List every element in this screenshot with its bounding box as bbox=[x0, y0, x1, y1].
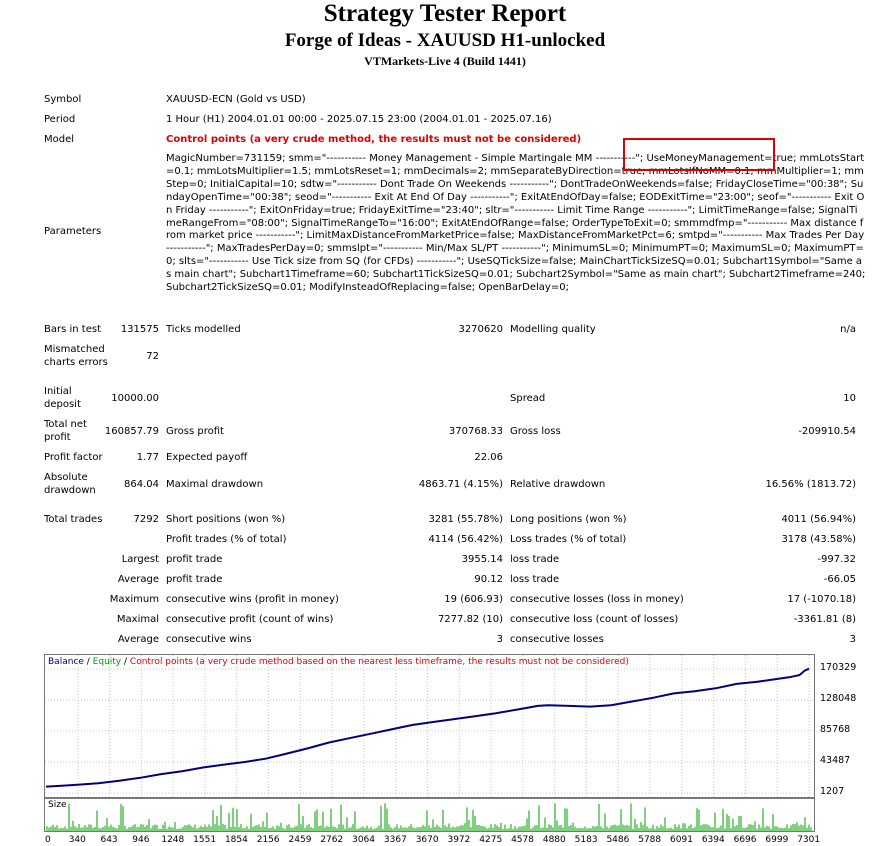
ticks-label: Ticks modelled bbox=[166, 324, 241, 335]
average-label: Average bbox=[117, 574, 159, 585]
period-value: 1 Hour (H1) 2004.01.01 00:00 - 2025.07.15 23:00 (2004.01.01 - 2025.07.16) bbox=[166, 114, 552, 125]
x-tick-label: 1248 bbox=[161, 835, 185, 845]
ltrades-value: 3178 (43.58%) bbox=[781, 534, 856, 545]
ll-label: loss trade bbox=[510, 554, 560, 565]
mcp-value: 7277.82 (10) bbox=[437, 614, 503, 625]
spread-value: 10 bbox=[843, 393, 856, 404]
x-tick-label: 6696 bbox=[733, 835, 757, 845]
quality-label: Modelling quality bbox=[510, 324, 596, 335]
x-tick-label: 3972 bbox=[447, 835, 471, 845]
x-tick-label: 3670 bbox=[415, 835, 439, 845]
short-label: Short positions (won %) bbox=[166, 514, 286, 525]
y-tick-label: 85768 bbox=[820, 724, 851, 735]
acw-label: consecutive wins bbox=[166, 634, 252, 645]
deposit-label-1: Initial bbox=[44, 386, 72, 397]
absdd-label-2: drawdown bbox=[44, 485, 96, 496]
balance-chart bbox=[44, 654, 815, 798]
legend-equity: Equity bbox=[92, 657, 122, 667]
absdd-label-1: Absolute bbox=[44, 472, 88, 483]
ltrades-label: Loss trades (% of total) bbox=[510, 534, 627, 545]
netprofit-value: 160857.79 bbox=[104, 426, 159, 437]
mcp-label: consecutive profit (count of wins) bbox=[166, 614, 334, 625]
quality-value: n/a bbox=[840, 324, 856, 335]
y-tick-label: 170329 bbox=[820, 662, 857, 673]
parameters-value: MagicNumber=731159; smm="----------- Money Management - Simple Martingale MM -----------"; UseMoneyManagement=true; mmLotsStart=0.1; mmLotsMultiplier=1.5; mmLotsReset=1; mmDecimals=2; mmSeparateByDirection=true; mmLotsIfNoMM=0.1; mmMultiplier=1; mmStep=0; InitialCapital=10; sdtw="----------- Dont Trade On Weekends -----------"; DontTradeOnWeekends=false; FridayCloseTime="00:38"; SundayOpenTime="00:38"; seod="----------- Exit At End Of Day -----------"; ExitAtEndOfDay=false; EODExitTime="23:00"; seof="----------- Exit On Friday -----------"; ExitOnFriday=true; FridayExitTime="23:40"; sltr="----------- Limit Time Range -----------"; LimitTimeRange=false; SignalTimeRangeFrom="08:00"; SignalTimeRangeTo="16:00"; ExitAtEndOfRange=false; OrderTypeToExit=0; smmmdfmp="----------- Max distance from market price -----------"; LimitMaxDistanceFromMarketPrice=false; MaxDistanceFromMarketPct=6; smtpd="----------- Max Trades Per Day -----------"; MaxTradesPerDay=0; smmslpt="----------- Min/Max SL/PT -----------"; MinimumSL=0; MinimumPT=0; MaximumSL=0; MaximumPT=0; slts="----------- Use Tick size from SQ (for CFDs) -----------"; UseSQTickSize=false; MainChartTickSizeSQ=0.01; Subchart1Symbol="Same as main chart"; Subchart1Timeframe=60; Subchart1TickSizeSQ=0.01; Subchart2Symbol="Same as main chart"; Subchart2Timeframe=240; Subchart2TickSizeSQ=0.01; ModifyInsteadOfReplacing=false; OpenBarDelay=0; bbox=[166, 153, 869, 294]
netprofit-label-1: Total net bbox=[44, 419, 87, 430]
symbol-label: Symbol bbox=[44, 94, 82, 105]
x-tick-label: 1854 bbox=[224, 835, 248, 845]
short-value: 3281 (55.78%) bbox=[428, 514, 503, 525]
x-tick-label: 5183 bbox=[574, 835, 598, 845]
x-tick-label: 946 bbox=[132, 835, 150, 845]
grossprofit-label: Gross profit bbox=[166, 426, 224, 437]
long-value: 4011 (56.94%) bbox=[781, 514, 856, 525]
balance-chart-svg bbox=[45, 655, 814, 797]
mcl-value: 17 (-1070.18) bbox=[787, 594, 856, 605]
legend-sep-1: / bbox=[83, 657, 93, 667]
acl-value: 3 bbox=[849, 634, 856, 645]
grossloss-label: Gross loss bbox=[510, 426, 561, 437]
deposit-value: 10000.00 bbox=[111, 393, 159, 404]
symbol-value: XAUUSD-ECN (Gold vs USD) bbox=[166, 94, 306, 105]
absdd-value: 864.04 bbox=[124, 479, 159, 490]
ll-value: -997.32 bbox=[817, 554, 856, 565]
legend-sep-2: / bbox=[121, 657, 130, 667]
ptrades-value: 4114 (56.42%) bbox=[428, 534, 503, 545]
x-tick-label: 0 bbox=[45, 835, 51, 845]
period-label: Period bbox=[44, 114, 76, 125]
mcloss-value: -3361.81 (8) bbox=[793, 614, 856, 625]
lp-label: profit trade bbox=[166, 554, 223, 565]
x-tick-label: 340 bbox=[68, 835, 86, 845]
al-label: loss trade bbox=[510, 574, 560, 585]
reldd-label: Relative drawdown bbox=[510, 479, 606, 490]
payoff-value: 22.06 bbox=[474, 452, 503, 463]
acl-label: consecutive losses bbox=[510, 634, 604, 645]
report-subtitle: Forge of Ideas - XAUUSD H1-unlocked bbox=[284, 30, 606, 51]
bars-label: Bars in test bbox=[44, 324, 101, 335]
mcw-label: consecutive wins (profit in money) bbox=[166, 594, 339, 605]
x-tick-label: 3367 bbox=[383, 835, 407, 845]
mcloss-label: consecutive loss (count of losses) bbox=[510, 614, 679, 625]
report-title: Strategy Tester Report bbox=[323, 0, 567, 27]
ticks-value: 3270620 bbox=[458, 324, 503, 335]
mcw-value: 19 (606.93) bbox=[444, 594, 503, 605]
chart-legend bbox=[48, 657, 629, 667]
parameters-label: Parameters bbox=[44, 226, 102, 237]
x-tick-label: 3064 bbox=[352, 835, 376, 845]
x-tick-label: 4880 bbox=[542, 835, 566, 845]
ap-value: 90.12 bbox=[474, 574, 503, 585]
mcl-label: consecutive losses (loss in money) bbox=[510, 594, 684, 605]
spread-label: Spread bbox=[510, 393, 546, 404]
x-tick-label: 6999 bbox=[765, 835, 789, 845]
netprofit-label-2: profit bbox=[44, 432, 71, 443]
lp-value: 3955.14 bbox=[461, 554, 503, 565]
maxdd-value: 4863.71 (4.15%) bbox=[418, 479, 503, 490]
chart-grid bbox=[45, 655, 814, 797]
ptrades-label: Profit trades (% of total) bbox=[166, 534, 287, 545]
deposit-label-2: deposit bbox=[44, 399, 81, 410]
size-chart bbox=[44, 798, 815, 832]
x-tick-label: 5486 bbox=[606, 835, 630, 845]
average2-label: Average bbox=[117, 634, 159, 645]
maxdd-label: Maximal drawdown bbox=[166, 479, 264, 490]
legend-note: Control points (a very crude method based on the nearest less timeframe, the results must not be considered) bbox=[129, 657, 629, 667]
grossloss-value: -209910.54 bbox=[798, 426, 856, 437]
acw-value: 3 bbox=[496, 634, 503, 645]
size-label: Size bbox=[48, 800, 67, 810]
model-value: Control points (a very crude method, the results must not be considered) bbox=[166, 134, 582, 145]
mismatch-label-1: Mismatched bbox=[44, 344, 105, 355]
pf-value: 1.77 bbox=[136, 452, 159, 463]
x-tick-label: 6394 bbox=[701, 835, 725, 845]
mismatch-label-2: charts errors bbox=[44, 357, 108, 368]
x-tick-label: 5788 bbox=[638, 835, 662, 845]
bars-value: 131575 bbox=[120, 324, 159, 335]
al-value: -66.05 bbox=[823, 574, 856, 585]
x-tick-label: 4275 bbox=[479, 835, 503, 845]
highlight-box bbox=[623, 138, 775, 171]
y-tick-label: 43487 bbox=[820, 755, 851, 766]
y-tick-label: 1207 bbox=[820, 786, 845, 797]
x-tick-label: 643 bbox=[100, 835, 118, 845]
mismatch-value: 72 bbox=[146, 351, 159, 362]
x-tick-label: 4578 bbox=[511, 835, 534, 845]
x-tick-label: 2762 bbox=[320, 835, 344, 845]
payoff-label: Expected payoff bbox=[166, 452, 248, 463]
pf-label: Profit factor bbox=[44, 452, 103, 463]
legend-balance: Balance bbox=[48, 657, 84, 667]
ap-label: profit trade bbox=[166, 574, 223, 585]
model-label: Model bbox=[44, 134, 75, 145]
trades-label: Total trades bbox=[44, 514, 103, 525]
maximum-label: Maximum bbox=[109, 594, 159, 605]
trades-value: 7292 bbox=[133, 514, 159, 525]
server-build: VTMarkets-Live 4 (Build 1441) bbox=[364, 54, 526, 68]
size-chart-svg bbox=[45, 799, 814, 831]
x-tick-label: 2459 bbox=[288, 835, 312, 845]
y-tick-label: 128048 bbox=[820, 693, 857, 704]
x-tick-label: 7301 bbox=[797, 835, 821, 845]
reldd-value: 16.56% (1813.72) bbox=[765, 479, 856, 490]
x-tick-label: 1551 bbox=[193, 835, 217, 845]
largest-label: Largest bbox=[121, 554, 159, 565]
x-tick-label: 2156 bbox=[256, 835, 280, 845]
maximal-label: Maximal bbox=[116, 614, 159, 625]
grossprofit-value: 370768.33 bbox=[448, 426, 503, 437]
long-label: Long positions (won %) bbox=[510, 514, 627, 525]
x-tick-label: 6091 bbox=[670, 835, 693, 845]
